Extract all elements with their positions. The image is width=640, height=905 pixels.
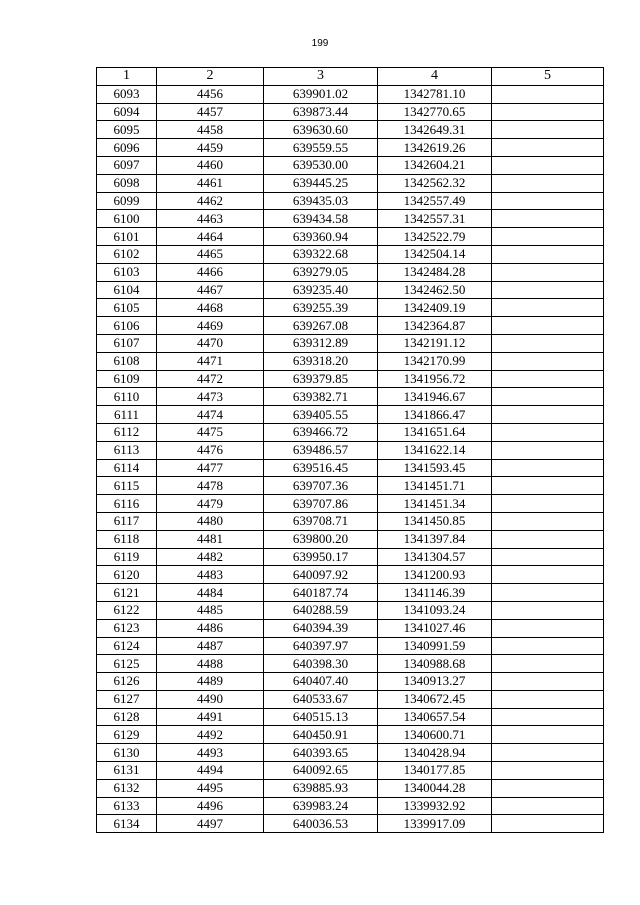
point-number-cell: 6113: [97, 441, 157, 459]
x-coordinate-cell: 639901.02: [264, 85, 378, 103]
x-coordinate-cell: 639950.17: [264, 548, 378, 566]
table-row: [97, 797, 604, 815]
table-row: [97, 530, 604, 548]
y-coordinate-cell: 1340988.68: [378, 655, 492, 673]
vertex-number-cell: 4469: [157, 317, 264, 335]
x-coordinate-cell: 640398.30: [264, 655, 378, 673]
y-coordinate-cell: 1342557.31: [378, 210, 492, 228]
vertex-number-cell: 4481: [157, 530, 264, 548]
y-coordinate-cell: 1342770.65: [378, 103, 492, 121]
vertex-number-cell: 4485: [157, 601, 264, 619]
table-row: [97, 139, 604, 157]
x-coordinate-cell: 639983.24: [264, 797, 378, 815]
vertex-number-cell: 4466: [157, 263, 264, 281]
point-number-cell: 6118: [97, 530, 157, 548]
x-coordinate-cell: 639279.05: [264, 263, 378, 281]
table-row: [97, 744, 604, 762]
point-number-cell: 6126: [97, 673, 157, 691]
table-row: [97, 548, 604, 566]
table-row: [97, 85, 604, 103]
x-coordinate-cell: 640288.59: [264, 601, 378, 619]
note-cell: [492, 263, 604, 281]
vertex-number-cell: 4482: [157, 548, 264, 566]
table-row: [97, 121, 604, 139]
x-coordinate-cell: 639445.25: [264, 174, 378, 192]
table-row: [97, 334, 604, 352]
vertex-number-cell: 4479: [157, 495, 264, 513]
y-coordinate-cell: 1341866.47: [378, 406, 492, 424]
note-cell: [492, 352, 604, 370]
point-number-cell: 6133: [97, 797, 157, 815]
vertex-number-cell: 4487: [157, 637, 264, 655]
point-number-cell: 6098: [97, 174, 157, 192]
point-number-cell: 6123: [97, 619, 157, 637]
point-number-cell: 6128: [97, 708, 157, 726]
y-coordinate-cell: 1342462.50: [378, 281, 492, 299]
y-coordinate-cell: 1341304.57: [378, 548, 492, 566]
x-coordinate-cell: 639708.71: [264, 512, 378, 530]
vertex-number-cell: 4463: [157, 210, 264, 228]
note-cell: [492, 762, 604, 780]
table-row: [97, 637, 604, 655]
vertex-number-cell: 4484: [157, 584, 264, 602]
note-cell: [492, 228, 604, 246]
point-number-cell: 6100: [97, 210, 157, 228]
note-cell: [492, 299, 604, 317]
point-number-cell: 6119: [97, 548, 157, 566]
table-row: [97, 370, 604, 388]
x-coordinate-cell: 640036.53: [264, 815, 378, 833]
note-cell: [492, 584, 604, 602]
y-coordinate-cell: 1342522.79: [378, 228, 492, 246]
point-number-cell: 6102: [97, 245, 157, 263]
note-cell: [492, 637, 604, 655]
note-cell: [492, 317, 604, 335]
vertex-number-cell: 4490: [157, 690, 264, 708]
table-row: [97, 317, 604, 335]
y-coordinate-cell: 1342781.10: [378, 85, 492, 103]
coordinates-table: [96, 67, 604, 833]
point-number-cell: 6109: [97, 370, 157, 388]
note-cell: [492, 530, 604, 548]
vertex-number-cell: 4496: [157, 797, 264, 815]
point-number-cell: 6112: [97, 423, 157, 441]
note-cell: [492, 566, 604, 584]
point-number-cell: 6099: [97, 192, 157, 210]
vertex-number-cell: 4470: [157, 334, 264, 352]
table-row: [97, 299, 604, 317]
y-coordinate-cell: 1341200.93: [378, 566, 492, 584]
point-number-cell: 6129: [97, 726, 157, 744]
note-cell: [492, 245, 604, 263]
note-cell: [492, 726, 604, 744]
table-row: [97, 779, 604, 797]
table-row: [97, 174, 604, 192]
point-number-cell: 6111: [97, 406, 157, 424]
x-coordinate-cell: 639630.60: [264, 121, 378, 139]
point-number-cell: 6101: [97, 228, 157, 246]
vertex-number-cell: 4483: [157, 566, 264, 584]
x-coordinate-cell: 639267.08: [264, 317, 378, 335]
note-cell: [492, 281, 604, 299]
point-number-cell: 6106: [97, 317, 157, 335]
x-coordinate-cell: 639707.86: [264, 495, 378, 513]
y-coordinate-cell: 1342484.28: [378, 263, 492, 281]
vertex-number-cell: 4473: [157, 388, 264, 406]
y-coordinate-cell: 1341450.85: [378, 512, 492, 530]
point-number-cell: 6096: [97, 139, 157, 157]
x-coordinate-cell: 640092.65: [264, 762, 378, 780]
x-coordinate-cell: 640397.97: [264, 637, 378, 655]
table-row: [97, 495, 604, 513]
note-cell: [492, 121, 604, 139]
y-coordinate-cell: 1339917.09: [378, 815, 492, 833]
point-number-cell: 6108: [97, 352, 157, 370]
table-row: [97, 156, 604, 174]
x-coordinate-cell: 639466.72: [264, 423, 378, 441]
table-body: [97, 85, 604, 832]
vertex-number-cell: 4472: [157, 370, 264, 388]
vertex-number-cell: 4476: [157, 441, 264, 459]
table-row: [97, 406, 604, 424]
vertex-number-cell: 4456: [157, 85, 264, 103]
x-coordinate-cell: 639707.36: [264, 477, 378, 495]
table-row: [97, 512, 604, 530]
x-coordinate-cell: 640533.67: [264, 690, 378, 708]
y-coordinate-cell: 1341397.84: [378, 530, 492, 548]
x-coordinate-cell: 640407.40: [264, 673, 378, 691]
table-row: [97, 103, 604, 121]
x-coordinate-cell: 639322.68: [264, 245, 378, 263]
table-row: [97, 281, 604, 299]
y-coordinate-cell: 1341451.34: [378, 495, 492, 513]
vertex-number-cell: 4480: [157, 512, 264, 530]
note-cell: [492, 139, 604, 157]
x-coordinate-cell: 640515.13: [264, 708, 378, 726]
y-coordinate-cell: 1342649.31: [378, 121, 492, 139]
point-number-cell: 6104: [97, 281, 157, 299]
note-cell: [492, 708, 604, 726]
note-cell: [492, 406, 604, 424]
y-coordinate-cell: 1342191.12: [378, 334, 492, 352]
y-coordinate-cell: 1340672.45: [378, 690, 492, 708]
x-coordinate-cell: 639382.71: [264, 388, 378, 406]
vertex-number-cell: 4465: [157, 245, 264, 263]
vertex-number-cell: 4457: [157, 103, 264, 121]
vertex-number-cell: 4475: [157, 423, 264, 441]
y-coordinate-cell: 1342170.99: [378, 352, 492, 370]
point-number-cell: 6130: [97, 744, 157, 762]
point-number-cell: 6114: [97, 459, 157, 477]
y-coordinate-cell: 1341956.72: [378, 370, 492, 388]
y-coordinate-cell: 1341451.71: [378, 477, 492, 495]
table-row: [97, 690, 604, 708]
note-cell: [492, 548, 604, 566]
table-row: [97, 601, 604, 619]
vertex-number-cell: 4468: [157, 299, 264, 317]
note-cell: [492, 334, 604, 352]
note-cell: [492, 655, 604, 673]
point-number-cell: 6115: [97, 477, 157, 495]
x-coordinate-cell: 639235.40: [264, 281, 378, 299]
table-row: [97, 726, 604, 744]
point-number-cell: 6124: [97, 637, 157, 655]
x-coordinate-cell: 640394.39: [264, 619, 378, 637]
y-coordinate-cell: 1340657.54: [378, 708, 492, 726]
point-number-cell: 6095: [97, 121, 157, 139]
point-number-cell: 6093: [97, 85, 157, 103]
x-coordinate-cell: 639435.03: [264, 192, 378, 210]
note-cell: [492, 673, 604, 691]
y-coordinate-cell: 1340991.59: [378, 637, 492, 655]
note-cell: [492, 174, 604, 192]
y-coordinate-cell: 1342619.26: [378, 139, 492, 157]
note-cell: [492, 601, 604, 619]
column-header-2: 2: [157, 68, 264, 86]
y-coordinate-cell: 1342409.19: [378, 299, 492, 317]
note-cell: [492, 423, 604, 441]
note-cell: [492, 459, 604, 477]
point-number-cell: 6132: [97, 779, 157, 797]
note-cell: [492, 370, 604, 388]
vertex-number-cell: 4478: [157, 477, 264, 495]
x-coordinate-cell: 639379.85: [264, 370, 378, 388]
y-coordinate-cell: 1342364.87: [378, 317, 492, 335]
x-coordinate-cell: 639255.39: [264, 299, 378, 317]
vertex-number-cell: 4467: [157, 281, 264, 299]
y-coordinate-cell: 1341622.14: [378, 441, 492, 459]
note-cell: [492, 477, 604, 495]
table-row: [97, 245, 604, 263]
table-row: [97, 441, 604, 459]
point-number-cell: 6103: [97, 263, 157, 281]
note-cell: [492, 744, 604, 762]
vertex-number-cell: 4474: [157, 406, 264, 424]
vertex-number-cell: 4461: [157, 174, 264, 192]
x-coordinate-cell: 639318.20: [264, 352, 378, 370]
table-row: [97, 566, 604, 584]
point-number-cell: 6134: [97, 815, 157, 833]
x-coordinate-cell: 639434.58: [264, 210, 378, 228]
x-coordinate-cell: 639516.45: [264, 459, 378, 477]
x-coordinate-cell: 639559.55: [264, 139, 378, 157]
y-coordinate-cell: 1340044.28: [378, 779, 492, 797]
note-cell: [492, 779, 604, 797]
y-coordinate-cell: 1340428.94: [378, 744, 492, 762]
note-cell: [492, 690, 604, 708]
note-cell: [492, 85, 604, 103]
vertex-number-cell: 4486: [157, 619, 264, 637]
table-row: [97, 459, 604, 477]
point-number-cell: 6116: [97, 495, 157, 513]
column-header-4: 4: [378, 68, 492, 86]
x-coordinate-cell: 640450.91: [264, 726, 378, 744]
column-header-5: 5: [492, 68, 604, 86]
x-coordinate-cell: 639530.00: [264, 156, 378, 174]
note-cell: [492, 441, 604, 459]
note-cell: [492, 192, 604, 210]
y-coordinate-cell: 1342562.32: [378, 174, 492, 192]
note-cell: [492, 156, 604, 174]
note-cell: [492, 797, 604, 815]
x-coordinate-cell: 639873.44: [264, 103, 378, 121]
table-row: [97, 708, 604, 726]
vertex-number-cell: 4459: [157, 139, 264, 157]
table-row: [97, 477, 604, 495]
note-cell: [492, 210, 604, 228]
y-coordinate-cell: 1341093.24: [378, 601, 492, 619]
point-number-cell: 6094: [97, 103, 157, 121]
point-number-cell: 6107: [97, 334, 157, 352]
x-coordinate-cell: 639405.55: [264, 406, 378, 424]
column-header-3: 3: [264, 68, 378, 86]
y-coordinate-cell: 1342557.49: [378, 192, 492, 210]
vertex-number-cell: 4491: [157, 708, 264, 726]
column-header-1: 1: [97, 68, 157, 86]
vertex-number-cell: 4458: [157, 121, 264, 139]
vertex-number-cell: 4464: [157, 228, 264, 246]
x-coordinate-cell: 639360.94: [264, 228, 378, 246]
point-number-cell: 6131: [97, 762, 157, 780]
x-coordinate-cell: 640393.65: [264, 744, 378, 762]
page-number: 199: [311, 38, 329, 49]
vertex-number-cell: 4489: [157, 673, 264, 691]
table-row: [97, 423, 604, 441]
vertex-number-cell: 4471: [157, 352, 264, 370]
point-number-cell: 6121: [97, 584, 157, 602]
vertex-number-cell: 4494: [157, 762, 264, 780]
point-number-cell: 6120: [97, 566, 157, 584]
y-coordinate-cell: 1341593.45: [378, 459, 492, 477]
vertex-number-cell: 4488: [157, 655, 264, 673]
vertex-number-cell: 4492: [157, 726, 264, 744]
table-row: [97, 228, 604, 246]
table-header-row: [97, 68, 604, 86]
table-row: [97, 655, 604, 673]
point-number-cell: 6110: [97, 388, 157, 406]
y-coordinate-cell: 1341651.64: [378, 423, 492, 441]
table-row: [97, 762, 604, 780]
note-cell: [492, 103, 604, 121]
x-coordinate-cell: 639486.57: [264, 441, 378, 459]
y-coordinate-cell: 1342504.14: [378, 245, 492, 263]
table-row: [97, 263, 604, 281]
y-coordinate-cell: 1342604.21: [378, 156, 492, 174]
table-row: [97, 619, 604, 637]
y-coordinate-cell: 1341027.46: [378, 619, 492, 637]
vertex-number-cell: 4495: [157, 779, 264, 797]
y-coordinate-cell: 1341946.67: [378, 388, 492, 406]
table-row: [97, 673, 604, 691]
note-cell: [492, 815, 604, 833]
vertex-number-cell: 4497: [157, 815, 264, 833]
note-cell: [492, 619, 604, 637]
x-coordinate-cell: 640187.74: [264, 584, 378, 602]
table-row: [97, 210, 604, 228]
vertex-number-cell: 4493: [157, 744, 264, 762]
x-coordinate-cell: 639800.20: [264, 530, 378, 548]
y-coordinate-cell: 1340913.27: [378, 673, 492, 691]
point-number-cell: 6127: [97, 690, 157, 708]
y-coordinate-cell: 1340177.85: [378, 762, 492, 780]
point-number-cell: 6122: [97, 601, 157, 619]
note-cell: [492, 495, 604, 513]
table-row: [97, 815, 604, 833]
vertex-number-cell: 4477: [157, 459, 264, 477]
table-row: [97, 584, 604, 602]
y-coordinate-cell: 1340600.71: [378, 726, 492, 744]
x-coordinate-cell: 640097.92: [264, 566, 378, 584]
point-number-cell: 6125: [97, 655, 157, 673]
x-coordinate-cell: 639885.93: [264, 779, 378, 797]
y-coordinate-cell: 1339932.92: [378, 797, 492, 815]
y-coordinate-cell: 1341146.39: [378, 584, 492, 602]
note-cell: [492, 512, 604, 530]
table-row: [97, 192, 604, 210]
vertex-number-cell: 4462: [157, 192, 264, 210]
table-row: [97, 352, 604, 370]
table-row: [97, 388, 604, 406]
point-number-cell: 6105: [97, 299, 157, 317]
note-cell: [492, 388, 604, 406]
point-number-cell: 6097: [97, 156, 157, 174]
vertex-number-cell: 4460: [157, 156, 264, 174]
x-coordinate-cell: 639312.89: [264, 334, 378, 352]
point-number-cell: 6117: [97, 512, 157, 530]
